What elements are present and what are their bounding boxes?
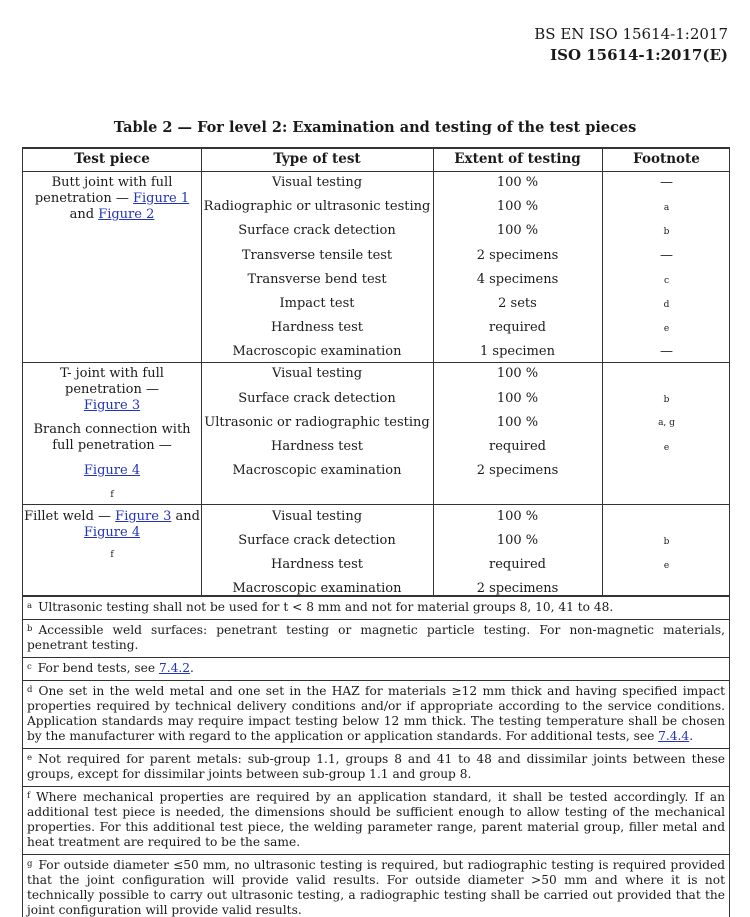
footnote-text: One set in the weld metal and one set in the HAZ for materials ≥12 mm thick and having specified impact properties required by technical delivery conditions and/or if appropriate according to the service conditions. Application standards may require impact testing below 12 mm thick. The testing temperature shall be chosen by the manufacturer with regard to the application or application standards. For additional tests, see [27, 684, 725, 743]
footnote-mark: e [27, 753, 33, 763]
test-piece-footnote-mark: f [110, 490, 114, 500]
figure-2-link[interactable]: Figure 2 [98, 207, 155, 222]
footnote-d [23, 680, 729, 748]
test-piece-text: penetration — [34, 191, 133, 206]
test-piece-text: and [171, 509, 200, 524]
test-piece-text: Butt joint with full [51, 175, 173, 190]
test-piece-text: and [69, 207, 99, 222]
test-extent: 100 % [496, 391, 539, 406]
footnote-mark: c [27, 662, 32, 672]
test-type: Transverse bend test [247, 272, 387, 287]
footnote-text: Ultrasonic testing shall not be used for t < 8 mm and not for material groups 8, 10, 41 to 48. [38, 600, 614, 614]
test-type: Transverse tensile test [241, 248, 393, 263]
footnote-text: . [689, 729, 694, 743]
test-extent: 100 % [496, 415, 539, 430]
test-piece-footnote-mark: f [110, 550, 114, 560]
test-type: Macroscopic examination [232, 344, 402, 359]
test-extent: 4 specimens [476, 272, 559, 287]
test-extent: 100 % [496, 175, 539, 190]
test-extent: 100 % [496, 366, 539, 381]
footnote-text: Not required for parent metals: sub-group 1.1, groups 8 and 41 to 48 and dissimilar joints between these groups, except for dissimilar joints between sub-group 1.1 and group 8. [27, 752, 725, 781]
figure-4-link[interactable]: Figure 4 [83, 463, 141, 478]
test-piece-text: Branch connection with [33, 422, 191, 437]
test-type: Surface crack detection [238, 391, 396, 406]
test-footnote: b [663, 537, 670, 547]
test-extent: 100 % [496, 199, 539, 214]
test-type: Visual testing [271, 366, 363, 381]
footnote-a [23, 596, 729, 619]
examination-table [22, 147, 730, 596]
column-header-footnote: Footnote [633, 151, 700, 167]
test-extent: required [489, 439, 546, 454]
test-piece-figure-4 [23, 463, 201, 478]
group-divider [23, 504, 729, 505]
test-piece-text: Fillet weld — [24, 509, 116, 524]
test-type: Visual testing [271, 509, 363, 524]
test-extent: 100 % [496, 509, 539, 524]
test-piece-branch-connection [23, 422, 201, 454]
test-piece-butt-joint [23, 175, 201, 223]
test-type: Macroscopic examination [232, 463, 402, 478]
test-footnote: — [660, 344, 673, 359]
test-extent: required [489, 320, 546, 335]
footnote-e [23, 748, 729, 786]
test-piece-t-joint [23, 366, 201, 414]
test-type: Hardness test [271, 439, 363, 454]
table-title: Table 2 — For level 2: Examination and testing of the test pieces [113, 119, 637, 136]
test-extent: 100 % [496, 533, 539, 548]
test-type: Radiographic or ultrasonic testing [203, 199, 431, 214]
test-type: Hardness test [271, 557, 363, 572]
figure-3-link[interactable]: Figure 3 [83, 398, 141, 413]
footnote-text: Accessible weld surfaces: penetrant testing or magnetic particle testing. For non-magnetic materials, penetrant testing. [27, 623, 725, 652]
test-type: Visual testing [271, 175, 363, 190]
test-extent: required [489, 557, 546, 572]
test-extent: 100 % [496, 223, 539, 238]
test-piece-text: full penetration — [52, 438, 172, 453]
footnote-c [23, 657, 729, 680]
test-type: Hardness test [271, 320, 363, 335]
header-divider [23, 171, 729, 172]
test-type: Macroscopic examination [232, 581, 402, 596]
footnote-mark: d [27, 685, 33, 695]
footnote-mark: a [27, 601, 33, 611]
test-footnote: a, g [658, 418, 675, 428]
test-footnote: e [663, 561, 670, 571]
test-footnote: a [663, 203, 670, 213]
column-header-test-piece: Test piece [74, 151, 150, 167]
test-footnote: b [663, 395, 670, 405]
test-piece-fillet-weld [23, 509, 201, 541]
clause-7-4-4-link[interactable]: 7.4.4 [658, 729, 690, 743]
footnote-text: For bend tests, see [37, 661, 159, 675]
test-footnote: d [663, 300, 670, 310]
test-footnote: e [663, 324, 670, 334]
test-footnote: — [660, 248, 673, 263]
column-header-extent: Extent of testing [454, 151, 581, 167]
test-type: Surface crack detection [238, 533, 396, 548]
standard-number-bs: BS EN ISO 15614-1:2017 [534, 25, 728, 43]
test-footnote: — [660, 175, 673, 190]
table-footnotes [22, 596, 730, 917]
footnote-mark: g [27, 859, 33, 869]
test-type: Ultrasonic or radiographic testing [204, 415, 430, 430]
footnote-mark: b [27, 624, 33, 634]
test-extent: 2 specimens [476, 463, 559, 478]
group-divider [23, 362, 729, 363]
footnote-text: . [189, 661, 194, 675]
footnote-text: For outside diameter ≤50 mm, no ultrasonic testing is required, but radiographic testing is required provided that the joint configuration will provide valid results. For outside diameter >50 mm and where it is not technically possible to carry out ultrasonic testing, a radiographic testing shall be carried out provided that the joint configuration will provide valid results. [27, 858, 725, 917]
footnote-b [23, 619, 729, 657]
clause-7-4-2-link[interactable]: 7.4.2 [158, 661, 190, 675]
test-footnote: e [663, 443, 670, 453]
figure-3-link[interactable]: Figure 3 [115, 509, 172, 524]
test-type: Impact test [279, 296, 355, 311]
test-extent: 2 specimens [476, 581, 559, 596]
test-extent: 2 specimens [476, 248, 559, 263]
test-piece-text: T- joint with full [60, 366, 164, 381]
test-footnote: b [663, 227, 670, 237]
footnote-text: Where mechanical properties are required by an application standard, it shall be tested accordingly. If an additional test piece is needed, the dimensions should be sufficient enough to allow testing of the mechanical properties. For this additional test piece, the welding parameter range, parent material group, filler metal and heat treatment are required to be the same. [27, 790, 725, 849]
standard-number-iso: ISO 15614-1:2017(E) [550, 46, 728, 64]
document-header [534, 24, 728, 66]
test-extent: 2 sets [498, 296, 537, 311]
figure-4-link[interactable]: Figure 4 [83, 525, 141, 540]
column-header-type-of-test: Type of test [273, 151, 361, 167]
test-piece-text: penetration — [65, 382, 159, 397]
footnote-g [23, 854, 729, 917]
test-extent: 1 specimen [480, 344, 555, 359]
test-type: Surface crack detection [238, 223, 396, 238]
test-footnote: c [663, 276, 670, 286]
figure-1-link[interactable]: Figure 1 [132, 191, 190, 206]
footnote-f [23, 786, 729, 854]
footnote-mark: f [27, 791, 31, 801]
